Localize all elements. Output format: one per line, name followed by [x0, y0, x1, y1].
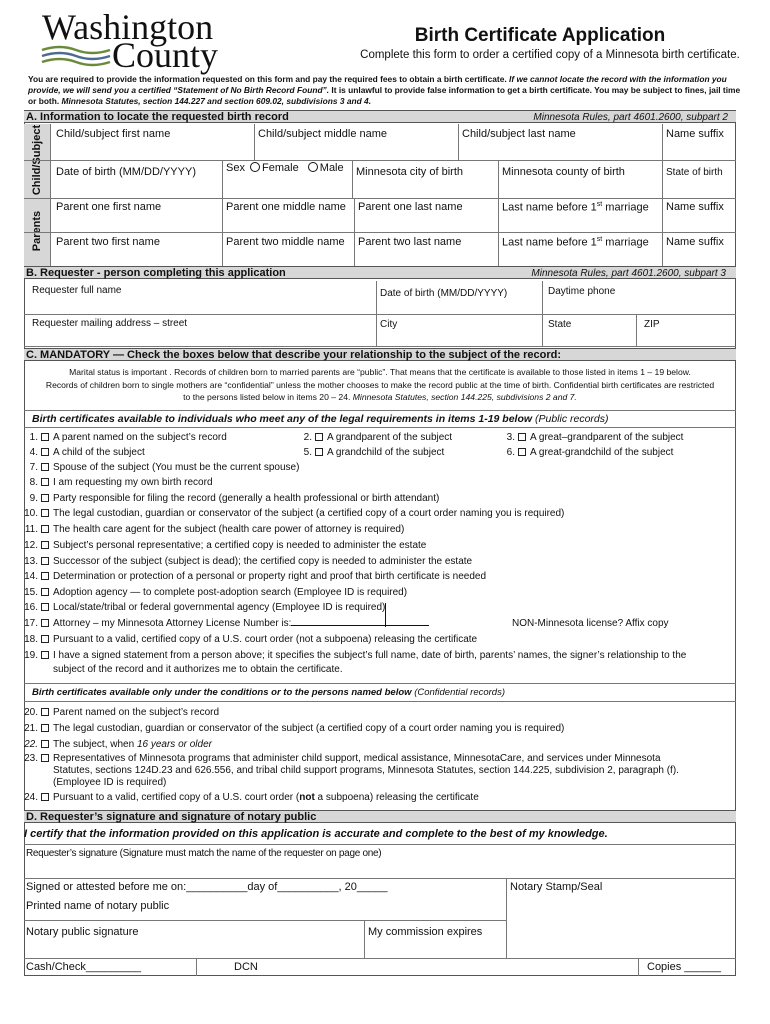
requester-dob-label: Date of birth (MM/DD/YYYY)	[380, 288, 508, 299]
item-number: 15.	[24, 587, 38, 598]
logo-waves-icon	[40, 44, 112, 68]
conf-head-text: Birth certificates available only under the conditions or to the persons named below	[32, 687, 412, 698]
item-text: Spouse of the subject (You must be the current spouse)	[53, 462, 300, 473]
item-number: 6.	[506, 447, 515, 458]
item-text: Determination or protection of a personal or property right and proof that birth certificate is needed	[53, 571, 487, 582]
section-b-heading	[24, 266, 736, 279]
confidential-records-heading	[32, 687, 505, 698]
item-number: 17.	[24, 618, 38, 629]
item-text: Adoption agency — to complete post-adoption search (Employee ID is required)	[53, 587, 408, 598]
item-12[interactable]	[16, 539, 426, 552]
parent2-before-marriage-label	[502, 236, 649, 249]
logo-washington: Washington	[42, 7, 214, 47]
female-label: Female	[262, 162, 299, 174]
item-number: 16.	[24, 602, 38, 613]
item-22[interactable]	[16, 738, 212, 751]
side-label-child-text: Child/Subject	[31, 124, 43, 196]
public-records-heading	[32, 413, 609, 425]
page-title: Birth Certificate Application	[414, 25, 666, 46]
item-19[interactable]	[16, 649, 686, 662]
p1-before-end: marriage	[602, 201, 649, 214]
checkbox[interactable]	[41, 651, 49, 659]
notice-part2: If we cannot locate the record with the information you provide, we will send you a certified “Statement of No Birth Record Found”.	[28, 74, 727, 95]
p1-before-sup: st	[596, 201, 603, 208]
item-text: A child of the subject	[53, 447, 145, 458]
child-dob-label: Date of birth (MM/DD/YYYY)	[56, 166, 196, 178]
checkbox[interactable]	[41, 603, 49, 611]
non-mn-license-note: NON-Minnesota license? Affix copy	[512, 618, 669, 629]
parent2-middle-label: Parent two middle name	[226, 236, 345, 248]
cash-check-field[interactable]: Cash/Check_________	[26, 961, 141, 973]
requester-name-label: Requester full name	[32, 285, 122, 296]
item-number: 18.	[24, 634, 38, 645]
checkbox[interactable]	[41, 509, 49, 517]
notice-part4: Minnesota Statutes, section 144.227 and section 609.02, subdivisions 3 and 4.	[61, 96, 372, 106]
parent1-first-label: Parent one first name	[56, 201, 162, 213]
sex-label: Sex	[226, 162, 245, 174]
dcn-label: DCN	[234, 961, 258, 973]
item-text: Pursuant to a valid, certified copy of a U.S. court order (	[53, 792, 300, 803]
item-3[interactable]	[493, 431, 683, 444]
item-5[interactable]	[290, 446, 444, 459]
p1-before-text: Last name before 1	[502, 201, 597, 214]
item-number: 10.	[24, 508, 38, 519]
item-text: Representatives of Minnesota programs that administer child support, medical assistance, MinnesotaCare, and services under Minnesota	[53, 753, 661, 764]
item-text-bold: not	[299, 792, 315, 803]
checkbox[interactable]	[315, 433, 323, 441]
item-text: The legal custodian, guardian or conservator of the subject (a certified copy of a court order naming you is required)	[53, 508, 565, 519]
checkbox[interactable]	[41, 754, 49, 762]
item-number: 5.	[303, 447, 312, 458]
notary-signature-label: Notary public signature	[26, 926, 139, 938]
item-number: 7.	[29, 462, 38, 473]
p2-before-end: marriage	[602, 236, 649, 249]
item-19-cont: subject of the record and it authorizes me to obtain the certificate.	[53, 664, 343, 675]
p2-before-sup: st	[596, 236, 603, 243]
item-6[interactable]	[493, 446, 673, 459]
item-number: 14.	[24, 571, 38, 582]
item-text: A grandchild of the subject	[327, 447, 445, 458]
item-text: Local/state/tribal or federal governmental agency (Employee ID is required)	[53, 602, 386, 613]
item-number: 1.	[29, 432, 38, 443]
item-text: A grandparent of the subject	[327, 432, 453, 443]
checkbox[interactable]	[41, 635, 49, 643]
checkbox[interactable]	[41, 588, 49, 596]
checkbox[interactable]	[315, 448, 323, 456]
item-number: 19.	[24, 650, 38, 661]
page-subtitle: Complete this form to order a certified copy of a Minnesota birth certificate.	[360, 49, 740, 61]
item-number: 9.	[29, 493, 38, 504]
parent1-last-label: Parent one last name	[358, 201, 463, 213]
item-14[interactable]	[16, 570, 486, 583]
checkbox[interactable]	[518, 433, 526, 441]
checkbox[interactable]	[518, 448, 526, 456]
section-b-rule: Minnesota Rules, part 4601.2600, subpart 3	[531, 268, 726, 279]
item-text: Successor of the subject (subject is dead); the certified copy is needed to administer the estate	[53, 556, 473, 567]
checkbox[interactable]	[41, 433, 49, 441]
item-text-italic: 16 years or older	[136, 739, 212, 750]
commission-expires-label: My commission expires	[368, 926, 483, 938]
item-8[interactable]	[16, 476, 213, 489]
item-21[interactable]	[16, 722, 564, 735]
parent1-suffix-label: Name suffix	[666, 201, 724, 213]
item-text: A great-grandchild of the subject	[530, 447, 674, 458]
item-1[interactable]	[16, 431, 227, 444]
notary-stamp-label: Notary Stamp/Seal	[510, 881, 603, 893]
item-number: 21.	[24, 723, 38, 734]
item-text: Parent named on the subject’s record	[53, 707, 220, 718]
marital-line3a: to the persons listed below in items 20 – 24.	[183, 392, 351, 402]
item-text: A parent named on the subject’s record	[53, 432, 227, 443]
item-18[interactable]	[16, 633, 477, 646]
checkbox[interactable]	[41, 724, 49, 732]
checkbox[interactable]	[41, 494, 49, 502]
item-text: The legal custodian, guardian or conservator of the subject (a certified copy of a court order naming you is required)	[53, 723, 565, 734]
conf-head-paren: (Confidential records)	[414, 687, 506, 698]
section-c-heading	[24, 348, 736, 361]
child-middle-name-label: Child/subject middle name	[258, 128, 388, 140]
item-text: I have a signed statement from a person above; it specifies the subject’s full name, date of birth, parents’ names, the signer’s relationship to the	[53, 650, 687, 661]
requester-zip-label: ZIP	[644, 319, 660, 330]
item-text: Party responsible for filing the record (generally a health professional or birth attendant)	[53, 493, 440, 504]
item-text: Attorney – my Minnesota Attorney License Number is:	[53, 618, 292, 629]
signed-attested-line: Signed or attested before me on:__________day of__________, 20_____	[26, 881, 388, 893]
item-20[interactable]	[16, 706, 219, 719]
section-c-title: C. MANDATORY — Check the boxes below that describe your relationship to the subject of the record:	[26, 349, 562, 361]
requester-signature-label: Requester’s signature (Signature must match the name of the requester on page one)	[26, 848, 382, 859]
parent2-last-label: Parent two last name	[358, 236, 462, 248]
side-label-child	[24, 124, 50, 198]
checkbox[interactable]	[41, 448, 49, 456]
legal-notice	[28, 74, 748, 107]
child-last-name-label: Child/subject last name	[462, 128, 576, 140]
section-d-title: D. Requester’s signature and signature of notary public	[26, 811, 317, 823]
item-23-cont1: Statutes, sections 124D.23 and 626.556, and tribal child support programs, Minnesota Statutes, section 144.225, subdivision 2, paragraph (f).	[53, 765, 679, 776]
section-a-rule: Minnesota Rules, part 4601.2600, subpart 2	[533, 112, 728, 123]
section-a-title: A. Information to locate the requested birth record	[26, 111, 289, 123]
parent2-first-label: Parent two first name	[56, 236, 160, 248]
logo-county: County	[112, 35, 219, 75]
checkbox[interactable]	[41, 740, 49, 748]
item-number: 24.	[24, 792, 38, 803]
item-text: I am requesting my own birth record	[53, 477, 213, 488]
city-of-birth-label: Minnesota city of birth	[356, 166, 463, 178]
item-number: 12.	[24, 540, 38, 551]
section-a-heading	[24, 110, 736, 123]
checkbox[interactable]	[41, 619, 49, 627]
marital-line1: Marital status is important . Records of children born to married parents are “public”. That means that the certificate is available to those listed in items 1 – 19 below.	[69, 367, 691, 377]
checkbox[interactable]	[41, 557, 49, 565]
requester-city-label: City	[380, 319, 398, 330]
item-text: Subject’s personal representative; a certified copy is needed to administer the estate	[53, 540, 427, 551]
certify-statement: I certify that the information provided on this application is accurate and complete to the best of my knowledge.	[24, 828, 608, 840]
item-number: 11.	[24, 524, 38, 535]
item-text: Pursuant to a valid, certified copy of a U.S. court order (not a subpoena) releasing the certificate	[53, 634, 478, 645]
checkbox[interactable]	[41, 541, 49, 549]
item-13[interactable]	[16, 555, 472, 568]
item-text: The health care agent for the subject (health care power of attorney is required)	[53, 524, 405, 535]
notary-printed-name-label: Printed name of notary public	[26, 900, 170, 912]
item-number: 3.	[506, 432, 515, 443]
marital-line3	[26, 391, 734, 404]
license-number-field[interactable]	[291, 625, 429, 626]
p2-before-text: Last name before 1	[502, 236, 597, 249]
item-24[interactable]	[16, 791, 479, 804]
item-number: 13.	[24, 556, 38, 567]
male-label: Male	[319, 162, 344, 174]
section-d-heading	[24, 810, 736, 823]
item-text: A great–grandparent of the subject	[530, 432, 684, 443]
notice-part1: You are required to provide the information requested on this form and pay the required fees to obtain a birth certificate.	[28, 74, 507, 84]
parent1-middle-label: Parent one middle name	[226, 201, 346, 213]
item-number: 8.	[29, 477, 38, 488]
side-label-parents-text: Parents	[31, 210, 43, 252]
state-of-birth-label: State of birth	[666, 167, 723, 178]
requester-phone-label: Daytime phone	[548, 286, 616, 297]
item-number: 22.	[24, 739, 38, 750]
checkbox[interactable]	[41, 525, 49, 533]
item-number: 4.	[29, 447, 38, 458]
checkbox[interactable]	[41, 572, 49, 580]
item-number: 20.	[24, 707, 38, 718]
female-radio[interactable]	[250, 162, 260, 172]
item-10[interactable]	[16, 507, 564, 520]
county-of-birth-label: Minnesota county of birth	[502, 166, 625, 178]
sex-field	[226, 162, 344, 174]
section-b-title: B. Requester - person completing this application	[26, 267, 286, 279]
item-17[interactable]	[16, 617, 429, 630]
item-23-cont2: (Employee ID is required)	[53, 777, 167, 788]
parent2-suffix-label: Name suffix	[666, 236, 724, 248]
item-4[interactable]	[16, 446, 145, 459]
notice-part3: It is unlawful to provide false information to get a birth certificate. You may be subject to fines, jail time or both.	[28, 85, 741, 106]
item-number: 23.	[24, 753, 38, 764]
male-radio[interactable]	[308, 162, 318, 172]
item-9[interactable]	[16, 492, 439, 505]
item-2[interactable]	[290, 431, 452, 444]
requester-state-label: State	[548, 319, 572, 330]
copies-field[interactable]: Copies ______	[647, 961, 722, 973]
marital-line2: Records of children born to single mothers are “confidential” unless the mother chooses to make the record public at the time of birth. Confidential birth certificates are restricted	[45, 379, 715, 390]
checkbox[interactable]	[41, 463, 49, 471]
parent1-before-marriage-label	[502, 201, 649, 214]
marital-status-note	[26, 366, 734, 404]
requester-address-label: Requester mailing address – street	[32, 318, 188, 329]
child-suffix-label: Name suffix	[666, 128, 724, 140]
item-16[interactable]	[16, 601, 385, 614]
item-text: The subject, when	[53, 739, 137, 750]
item-7[interactable]	[16, 461, 299, 474]
checkbox[interactable]	[41, 478, 49, 486]
item-number: 2.	[303, 432, 312, 443]
item-11[interactable]	[16, 523, 404, 536]
child-first-name-label: Child/subject first name	[56, 128, 171, 140]
checkbox[interactable]	[41, 793, 49, 801]
public-head-paren: (Public records)	[534, 413, 609, 425]
checkbox[interactable]	[41, 708, 49, 716]
item-text-end: a subpoena) releasing the certificate	[314, 792, 479, 803]
marital-line3b: Minnesota Statutes, section 144.225, subdivisions 2 and 7.	[352, 392, 577, 402]
public-head-text: Birth certificates available to individuals who meet any of the legal requirements in items 1-19 below	[32, 413, 533, 425]
item-15[interactable]	[16, 586, 407, 599]
